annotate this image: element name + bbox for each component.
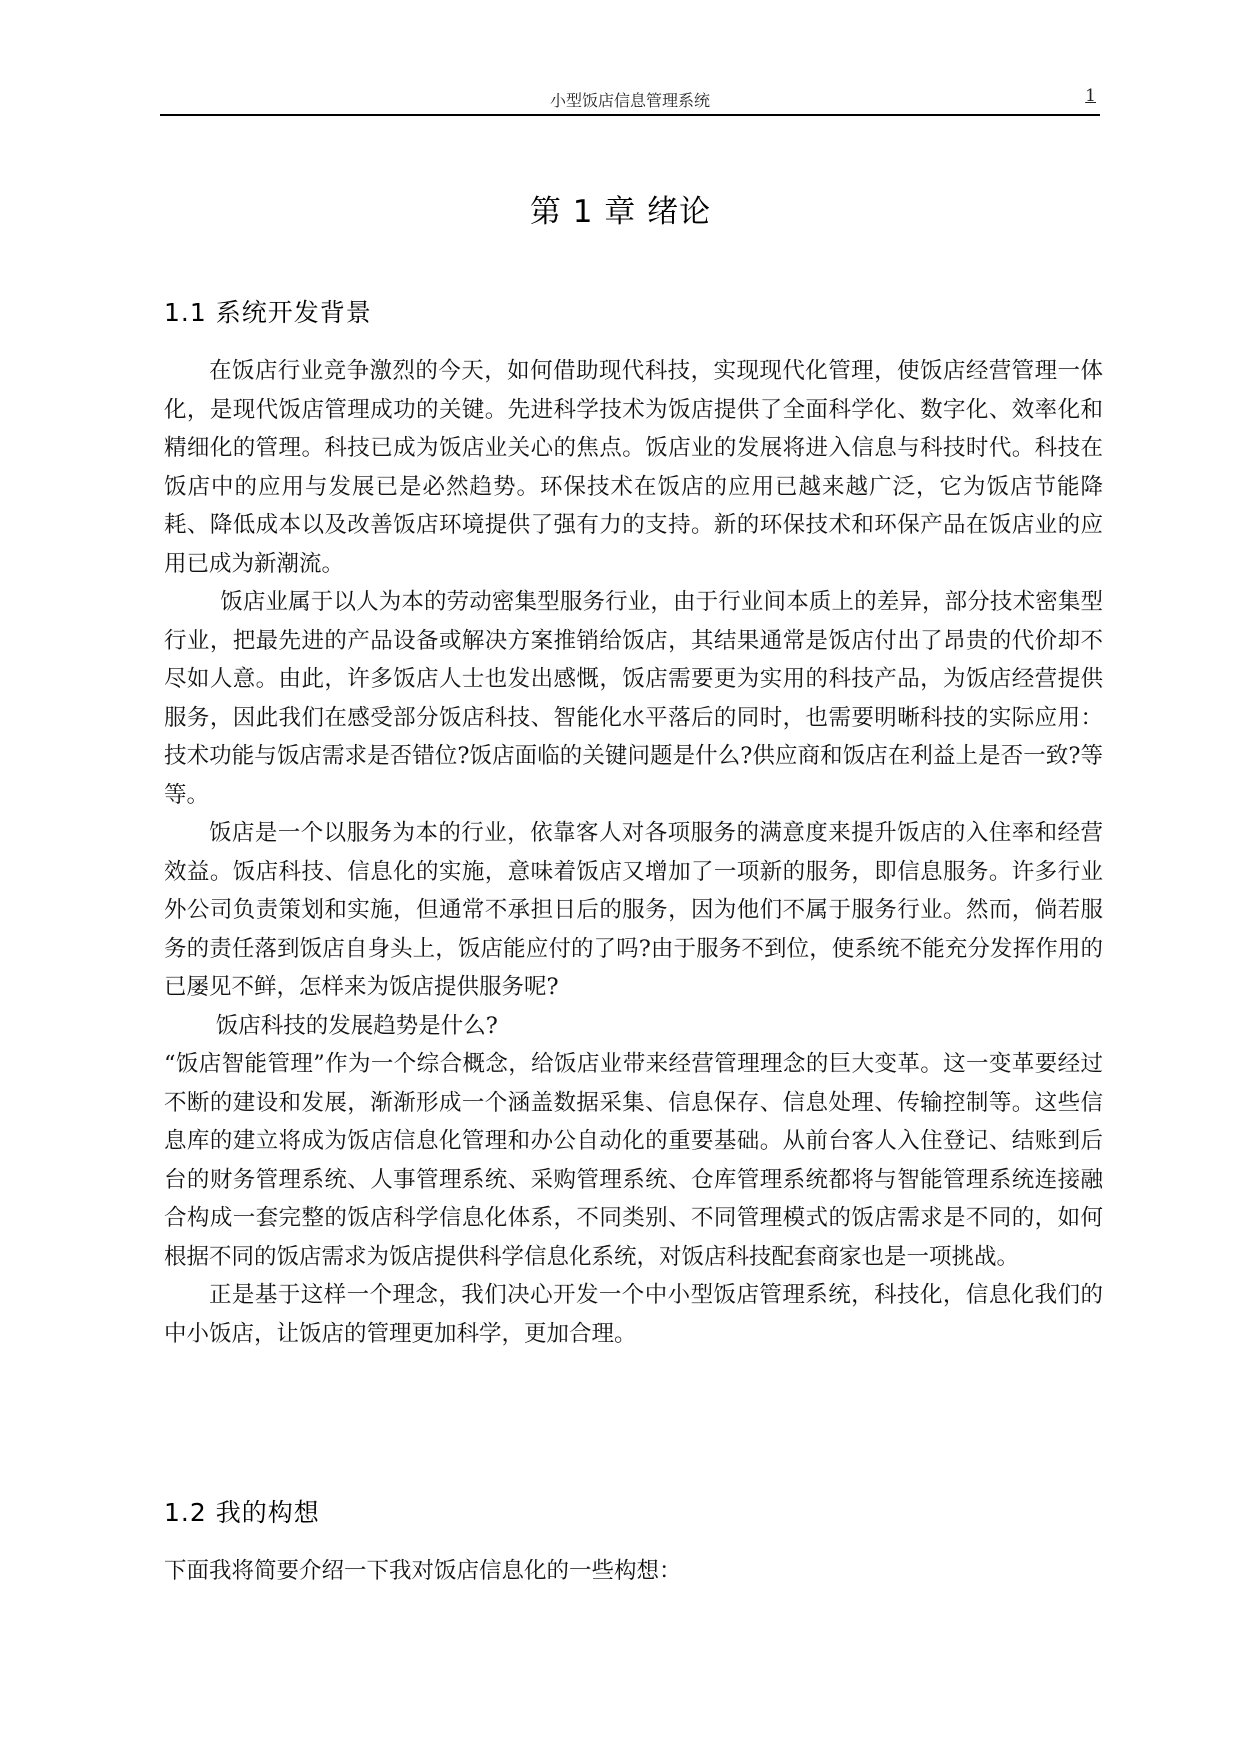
section-body-background [164, 352, 1103, 1353]
paragraph: “饭店智能管理”作为一个综合概念，给饭店业带来经营管理理念的巨大变革。这一变革要经过不断的建设和发展，渐渐形成一个涵盖数据采集、信息保存、信息处理、传输控制等。这些信息库的建立将成为饭店信息化管理和办公自动化的重要基础。从前台客人入住登记、结账到后台的财务管理系统、人事管理系统、采购管理系统、仓库管理系统都将与智能管理系统连接融合构成一套完整的饭店科学信息化体系，不同类别、不同管理模式的饭店需求是不同的，如何根据不同的饭店需求为饭店提供科学信息化系统，对饭店科技配套商家也是一项挑战。 [164, 1051, 1103, 1270]
paragraph: 饭店业属于以人为本的劳动密集型服务行业，由于行业间本质上的差异，部分技术密集型行业，把最先进的产品设备或解决方案推销给饭店，其结果通常是饭店付出了昂贵的代价却不尽如人意。由此，许多饭店人士也发出感慨，饭店需要更为实用的科技产品，为饭店经营提供服务，因此我们在感受部分饭店科技、智能化水平落后的同时，也需要明晰科技的实际应用：技术功能与饭店需求是否错位?饭店面临的关键问题是什么?供应商和饭店在利益上是否一致?等等。 [164, 589, 1103, 808]
chapter-title: 第 1 章 绪论 [529, 194, 712, 230]
section-title-ideas: 1.2 我的构想 [164, 1498, 320, 1527]
paragraph: 饭店是一个以服务为本的行业，依靠客人对各项服务的满意度来提升饭店的入住率和经营效益。饭店科技、信息化的实施，意味着饭店又增加了一项新的服务，即信息服务。许多行业外公司负责策划和实施，但通常不承担日后的服务，因为他们不属于服务行业。然而，倘若服务的责任落到饭店自身头上，饭店能应付的了吗?由于服务不到位，使系统不能充分发挥作用的已屡见不鲜，怎样来为饭店提供服务呢? [164, 820, 1103, 1000]
running-header [160, 84, 1100, 116]
section-intro-ideas: 下面我将简要介绍一下我对饭店信息化的一些构想： [164, 1558, 682, 1584]
paragraph: 在饭店行业竞争激烈的今天，如何借助现代科技，实现现代化管理，使饭店经营管理一体化，是现代饭店管理成功的关键。先进科学技术为饭店提供了全面科学化、数字化、效率化和精细化的管理。科技已成为饭店业关心的焦点。饭店业的发展将进入信息与科技时代。科技在饭店中的应用与发展已是必然趋势。环保技术在饭店的应用已越来越广泛，它为饭店节能降耗、降低成本以及改善饭店环境提供了强有力的支持。新的环保技术和环保产品在饭店业的应用已成为新潮流。 [164, 358, 1103, 577]
page-number: 1 [1085, 86, 1096, 106]
header-title: 小型饭店信息管理系统 [549, 91, 710, 110]
paragraph: 饭店科技的发展趋势是什么? [215, 1012, 498, 1039]
section-title-background: 1.1 系统开发背景 [164, 298, 372, 327]
paragraph: 正是基于这样一个理念，我们决心开发一个中小型饭店管理系统，科技化，信息化我们的中小饭店，让饭店的管理更加科学，更加合理。 [164, 1282, 1103, 1347]
